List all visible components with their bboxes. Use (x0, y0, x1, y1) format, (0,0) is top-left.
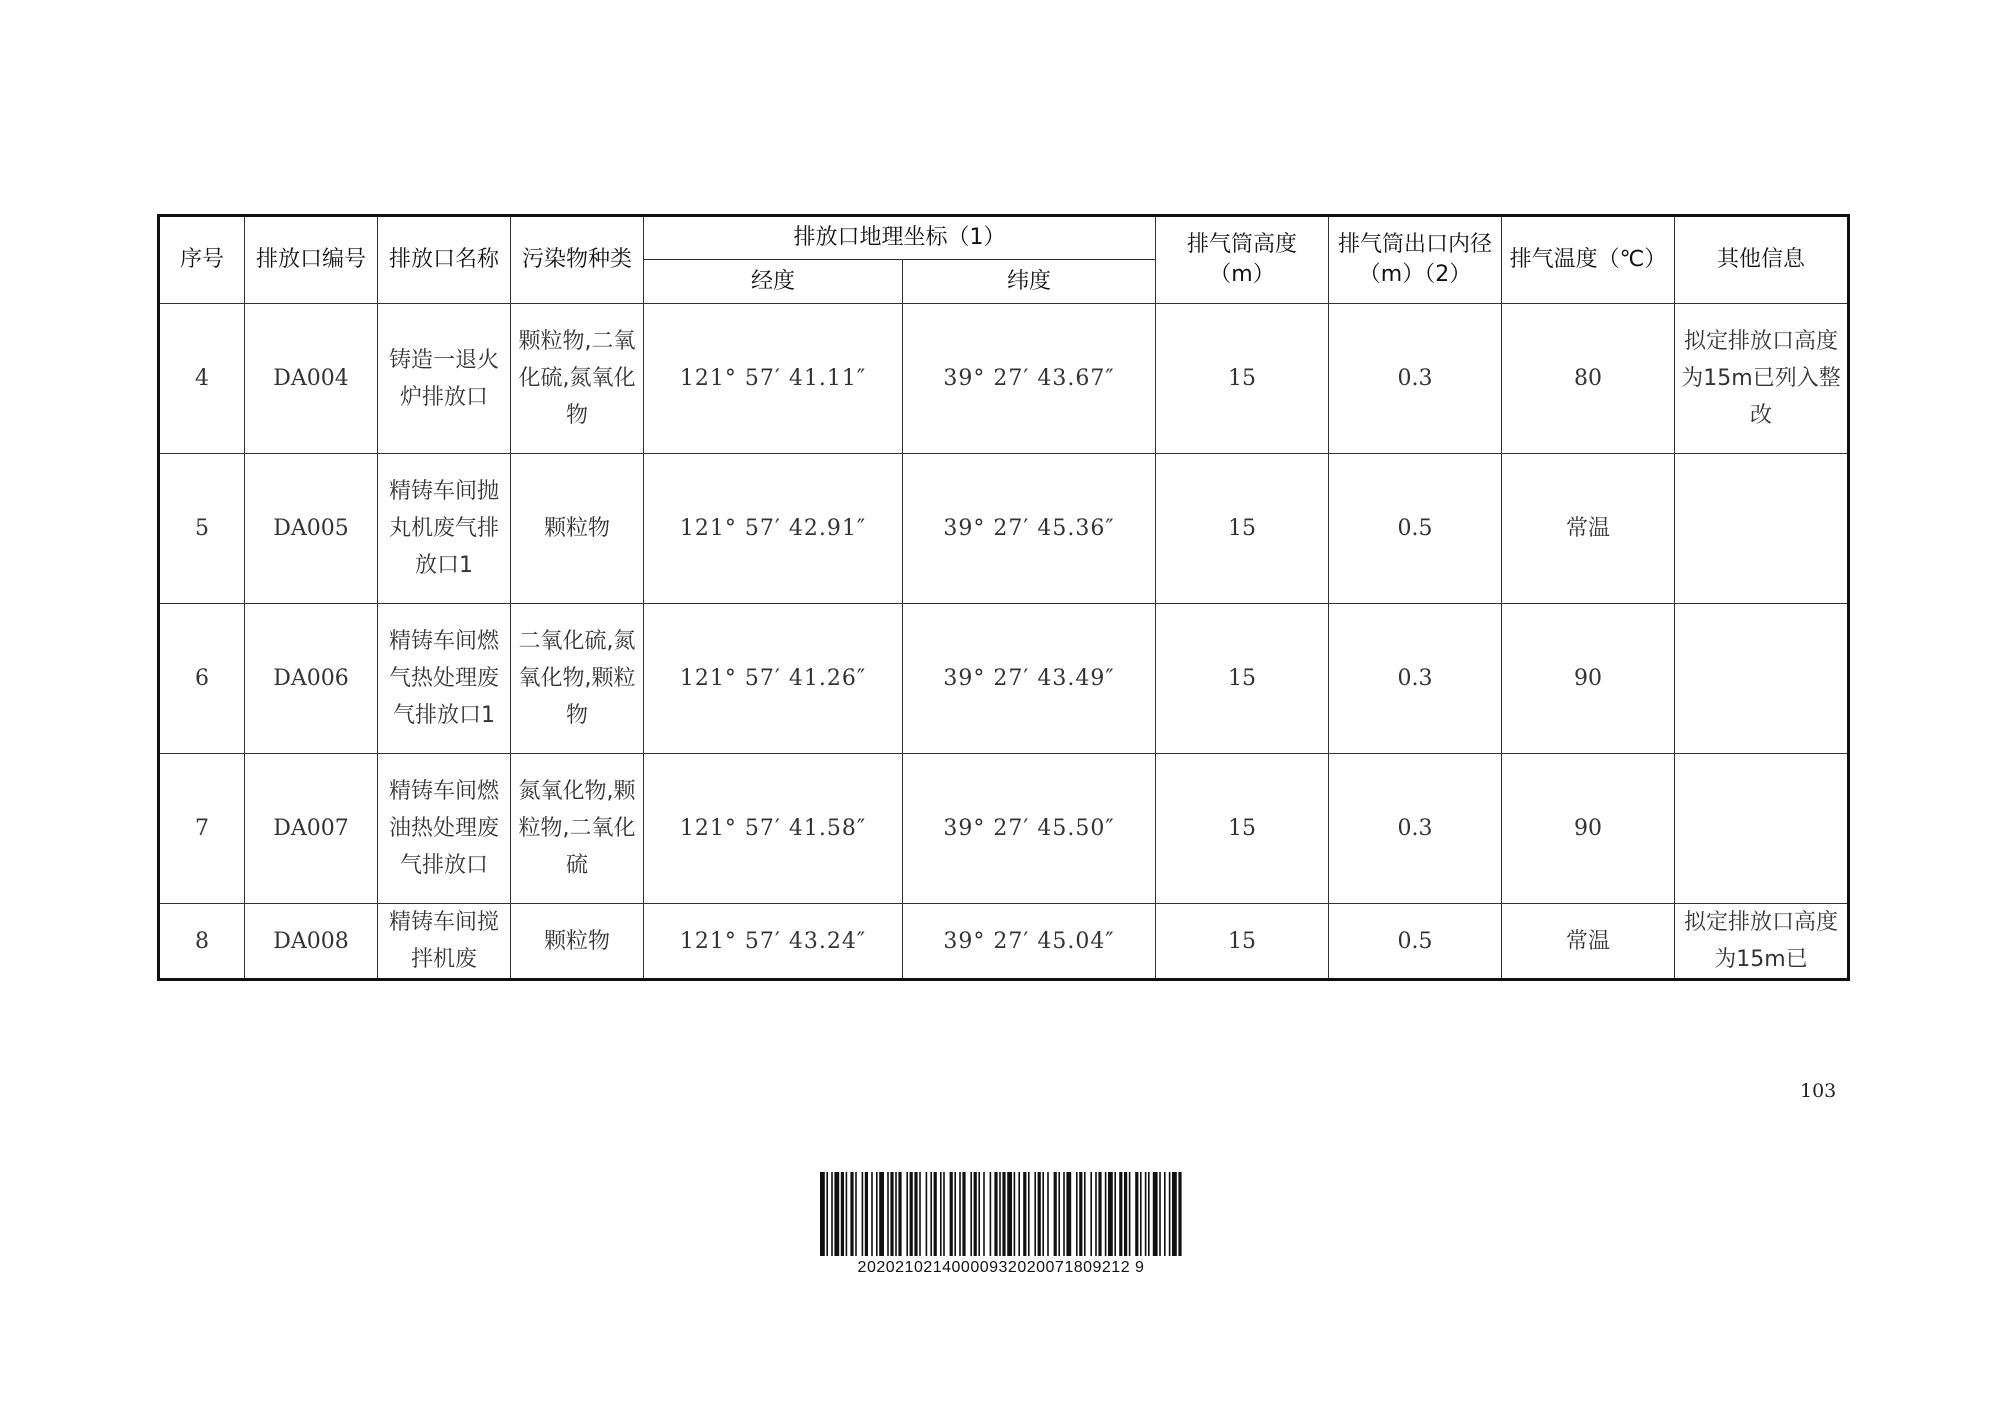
header-latitude: 纬度 (903, 260, 1156, 304)
cell-name: 精铸车间抛丸机废气排放口1 (378, 454, 511, 604)
barcode-number: 20202102140000932020071809212 9 (857, 1259, 1145, 1276)
cell-latitude: 39° 27′ 45.04″ (903, 904, 1156, 980)
cell-height: 15 (1156, 904, 1329, 980)
page-number: 103 (1800, 1080, 1837, 1102)
cell-longitude: 121° 57′ 43.24″ (644, 904, 903, 980)
cell-code: DA008 (245, 904, 378, 980)
cell-seq: 7 (159, 754, 245, 904)
cell-longitude: 121° 57′ 41.11″ (644, 304, 903, 454)
cell-seq: 8 (159, 904, 245, 980)
cell-diameter: 0.3 (1329, 604, 1502, 754)
cell-height: 15 (1156, 454, 1329, 604)
cell-pollutant: 颗粒物 (511, 454, 644, 604)
table-row (159, 454, 1849, 604)
cell-diameter: 0.5 (1329, 454, 1502, 604)
barcode-icon (820, 1172, 1182, 1256)
cell-latitude: 39° 27′ 43.49″ (903, 604, 1156, 754)
cell-other: 拟定排放口高度为15m已 (1675, 904, 1849, 980)
header-outlet-name: 排放口名称 (378, 216, 511, 304)
cell-seq: 5 (159, 454, 245, 604)
cell-height: 15 (1156, 754, 1329, 904)
table-row (159, 754, 1849, 904)
cell-temperature: 常温 (1502, 454, 1675, 604)
cell-latitude: 39° 27′ 43.67″ (903, 304, 1156, 454)
cell-code: DA006 (245, 604, 378, 754)
cell-other: 拟定排放口高度为15m已列入整改 (1675, 304, 1849, 454)
cell-longitude: 121° 57′ 41.26″ (644, 604, 903, 754)
cell-pollutant: 氮氧化物,颗粒物,二氧化硫 (511, 754, 644, 904)
cell-name: 精铸车间燃油热处理废气排放口 (378, 754, 511, 904)
cell-pollutant: 颗粒物 (511, 904, 644, 980)
cell-longitude: 121° 57′ 41.58″ (644, 754, 903, 904)
cell-pollutant: 二氧化硫,氮氧化物,颗粒物 (511, 604, 644, 754)
cell-temperature: 80 (1502, 304, 1675, 454)
header-other-info: 其他信息 (1675, 216, 1849, 304)
cell-pollutant: 颗粒物,二氧化硫,氮氧化物 (511, 304, 644, 454)
cell-latitude: 39° 27′ 45.36″ (903, 454, 1156, 604)
header-pollutant: 污染物种类 (511, 216, 644, 304)
cell-name: 精铸车间搅拌机废 (378, 904, 511, 980)
cell-diameter: 0.5 (1329, 904, 1502, 980)
cell-diameter: 0.3 (1329, 754, 1502, 904)
emission-outlet-table (157, 214, 1850, 981)
cell-diameter: 0.3 (1329, 304, 1502, 454)
header-seq: 序号 (159, 216, 245, 304)
cell-seq: 4 (159, 304, 245, 454)
cell-seq: 6 (159, 604, 245, 754)
cell-latitude: 39° 27′ 45.50″ (903, 754, 1156, 904)
cell-other (1675, 754, 1849, 904)
cell-other (1675, 454, 1849, 604)
header-geo-coordinates: 排放口地理坐标（1） (644, 216, 1156, 260)
table-row (159, 904, 1849, 980)
table-row (159, 304, 1849, 454)
header-longitude: 经度 (644, 260, 903, 304)
cell-name: 精铸车间燃气热处理废气排放口1 (378, 604, 511, 754)
cell-temperature: 90 (1502, 754, 1675, 904)
cell-other (1675, 604, 1849, 754)
header-inner-diameter: 排气筒出口内径（m）（2） (1329, 216, 1502, 304)
header-temperature: 排气温度（℃） (1502, 216, 1675, 304)
cell-height: 15 (1156, 604, 1329, 754)
header-outlet-code: 排放口编号 (245, 216, 378, 304)
table-row (159, 604, 1849, 754)
cell-longitude: 121° 57′ 42.91″ (644, 454, 903, 604)
cell-code: DA005 (245, 454, 378, 604)
cell-temperature: 90 (1502, 604, 1675, 754)
cell-temperature: 常温 (1502, 904, 1675, 980)
cell-code: DA004 (245, 304, 378, 454)
cell-height: 15 (1156, 304, 1329, 454)
header-stack-height: 排气筒高度（m） (1156, 216, 1329, 304)
cell-code: DA007 (245, 754, 378, 904)
cell-name: 铸造一退火炉排放口 (378, 304, 511, 454)
